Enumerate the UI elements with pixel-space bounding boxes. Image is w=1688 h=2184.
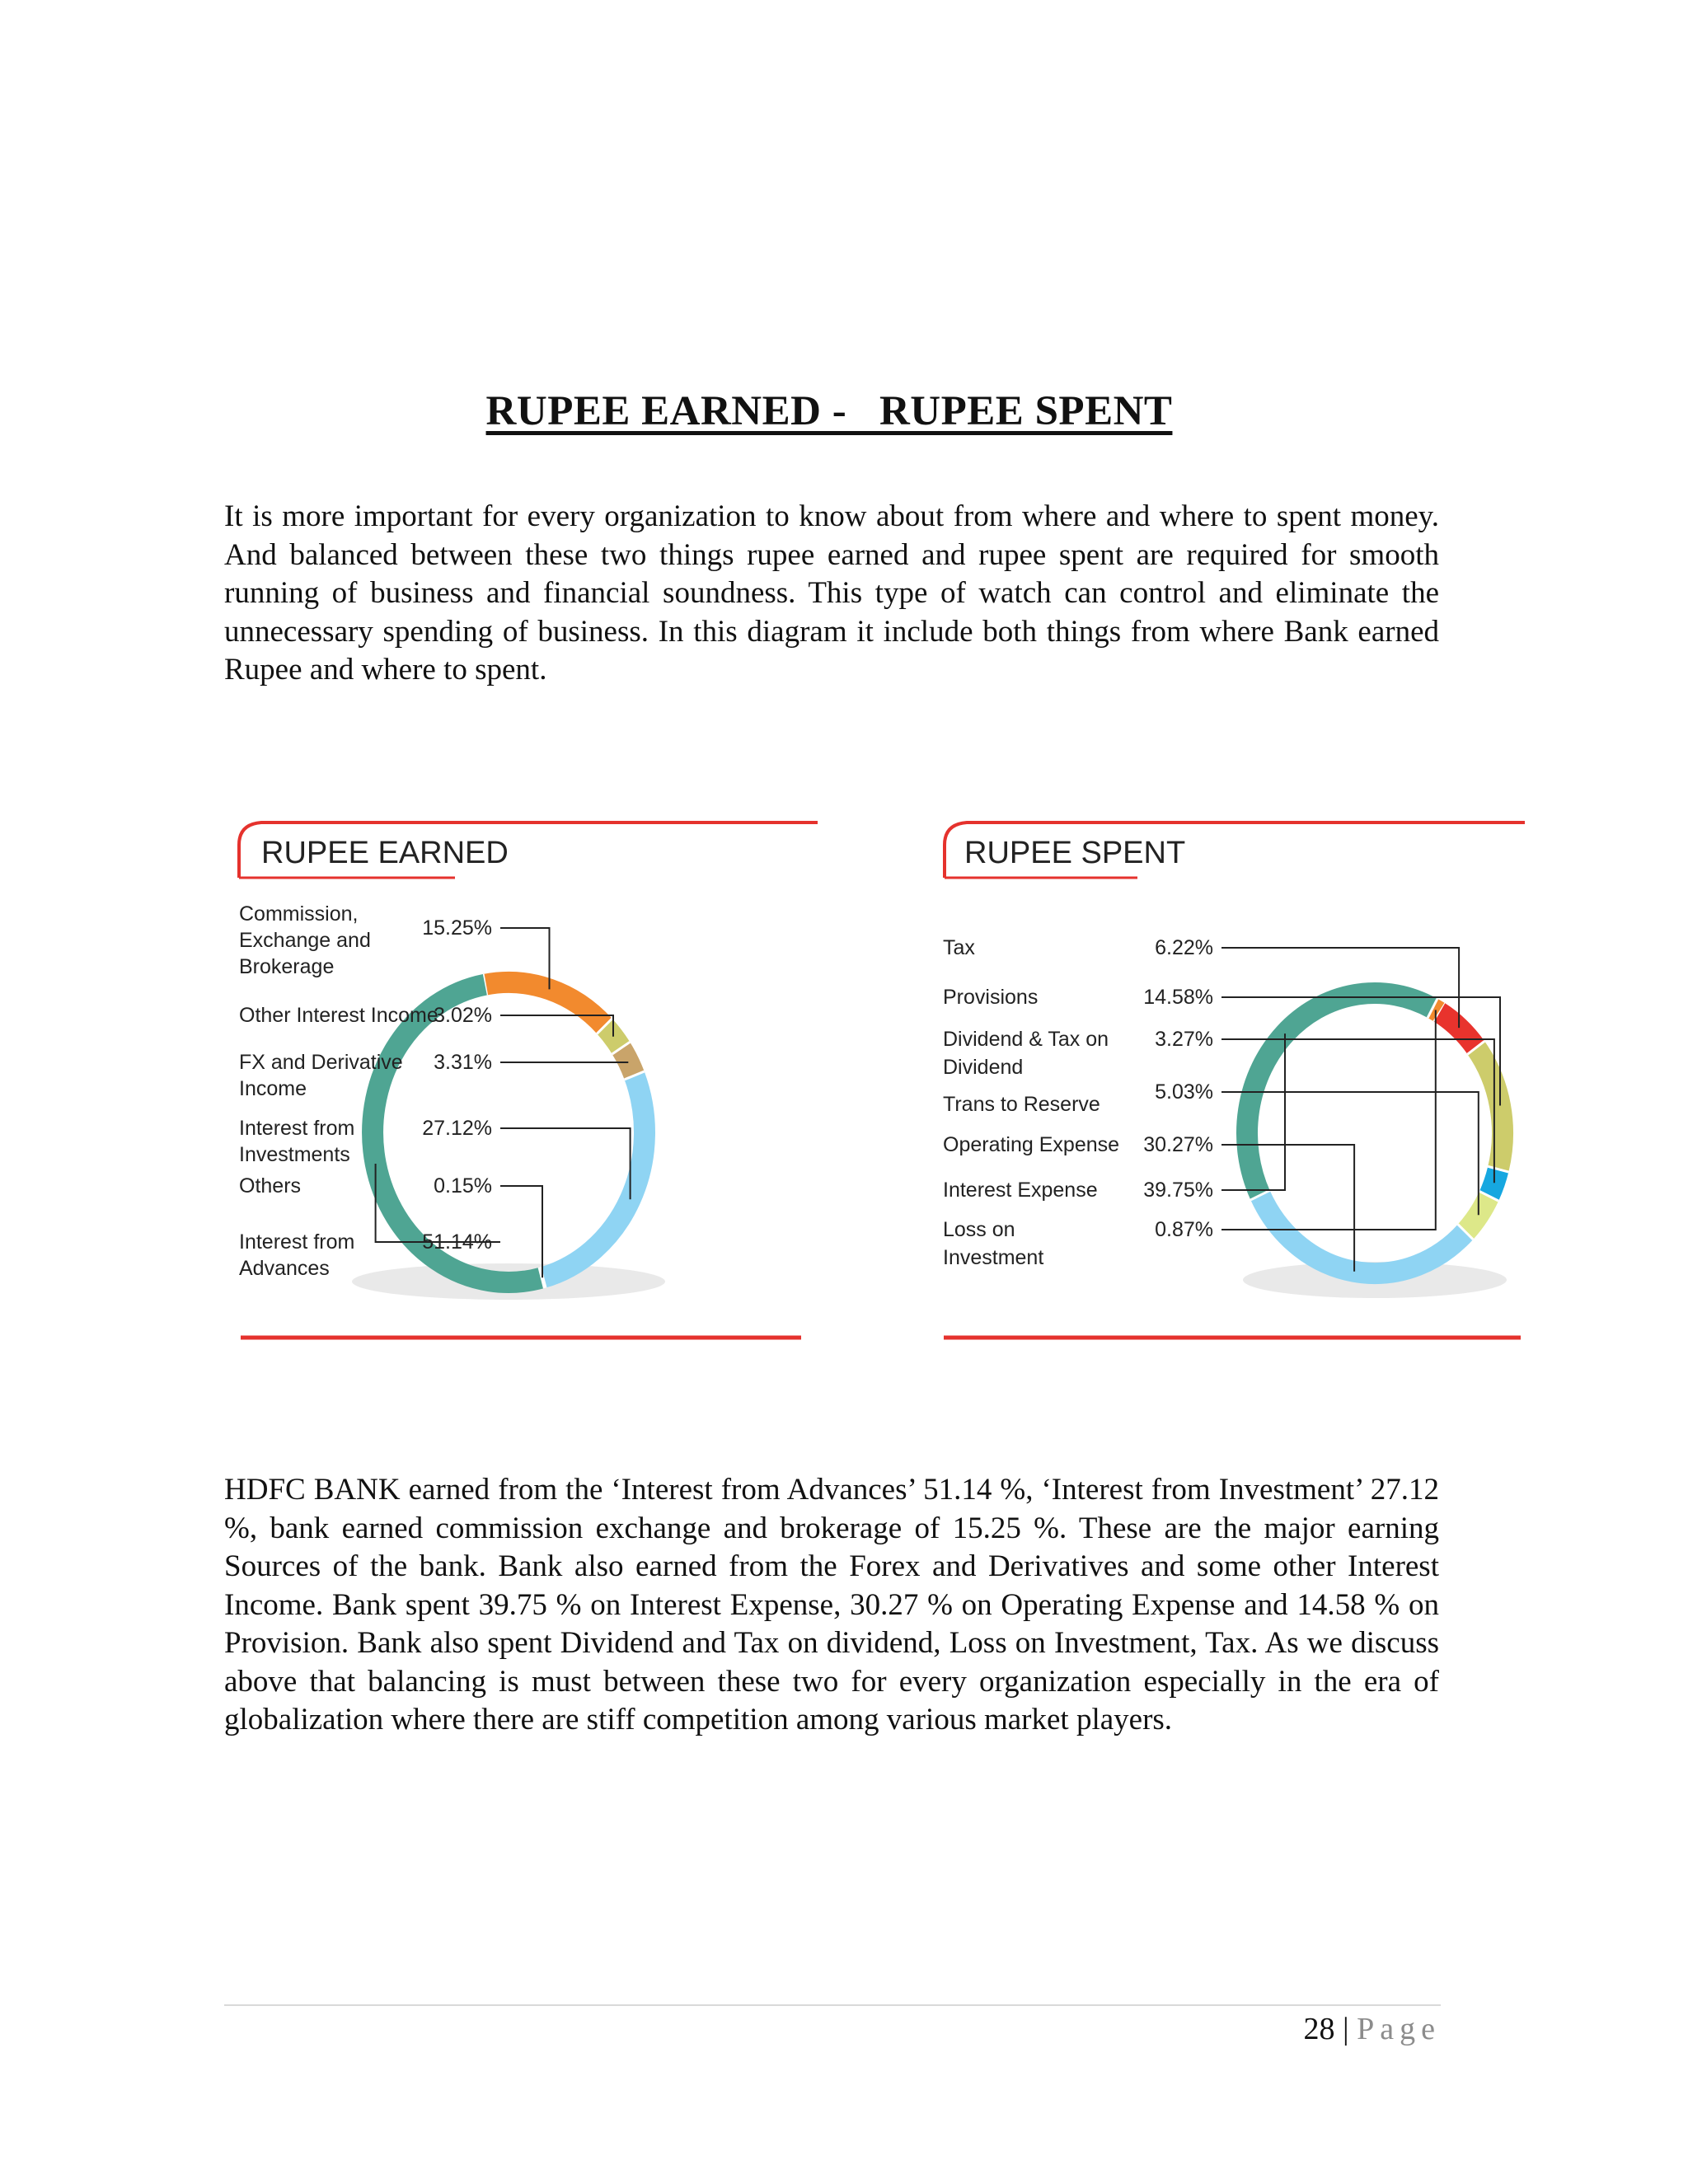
- spent-label-loss-on-investment: Investment: [943, 1246, 1044, 1269]
- spent-slice-interest-expense: [1247, 993, 1432, 1195]
- spent-label-provisions: Provisions: [943, 986, 1039, 1009]
- spent-slice-trans-to-reserve: [1465, 1196, 1489, 1231]
- earned-label-other-interest-income: Other Interest Income: [239, 1004, 438, 1027]
- page-footer: [1304, 2011, 1441, 2047]
- rupee-spent-chart: [940, 812, 1541, 1347]
- earned-leader-line: [500, 1128, 631, 1199]
- earned-value-fx-and-derivative-income: 3.31%: [434, 1051, 492, 1074]
- earned-label-others: Others: [239, 1174, 302, 1197]
- earned-chart-title: RUPEE EARNED: [261, 836, 509, 870]
- spent-label-loss-on-investment: Loss on: [943, 1218, 1015, 1241]
- spent-value-interest-expense: 39.75%: [1143, 1179, 1213, 1202]
- earned-label-fx-and-derivative-income: FX and Derivative: [239, 1051, 403, 1074]
- spent-label-dividend-tax-on-dividend: Dividend: [943, 1056, 1024, 1079]
- spent-chart-title: RUPEE SPENT: [964, 836, 1186, 870]
- spent-value-provisions: 14.58%: [1143, 986, 1213, 1009]
- spent-ring: [1247, 993, 1508, 1273]
- summary-paragraph: HDFC BANK earned from the ‘Interest from Advances’ 51.14 %, ‘Interest from Investment’ 27.12 %, bank earned commission exchange and brokerage of 15.25 %. These are the major earning Sources of the bank. Bank also earned from the Forex and Derivatives and some other Interest Income. Bank spent 39.75 % on Interest Expense, 30.27 % on Operating Expense and 14.58 % on Provision. Bank also spent Dividend and Tax on dividend, Loss on Investment, Tax. As we discuss above that balancing is must between these two for every organization especially in the era of globalization where there are stiff competition among various market players.: [224, 1473, 1439, 1736]
- spent-value-loss-on-investment: 0.87%: [1155, 1218, 1213, 1241]
- earned-label-interest-from-investments: Interest from: [239, 1117, 355, 1140]
- spent-slice-tax: [1439, 1012, 1476, 1047]
- earned-label-fx-and-derivative-income: Income: [239, 1077, 307, 1100]
- rupee-earned-chart: [224, 812, 851, 1347]
- spent-label-operating-expense: Operating Expense: [943, 1133, 1120, 1156]
- page-word: Page: [1357, 2012, 1441, 2046]
- earned-value-others: 0.15%: [434, 1174, 492, 1197]
- earned-label-commission-exchange-and-brokerage: Brokerage: [239, 955, 335, 978]
- spent-labels: [943, 936, 1213, 1269]
- earned-labels: [239, 902, 492, 1280]
- spent-value-operating-expense: 30.27%: [1143, 1133, 1213, 1156]
- earned-value-interest-from-advances: 51.14%: [422, 1230, 492, 1254]
- spent-slice-operating-expense: [1260, 1195, 1465, 1273]
- page-number: 28: [1303, 2012, 1335, 2046]
- spent-label-dividend-tax-on-dividend: Dividend & Tax on: [943, 1028, 1109, 1051]
- footer-divider: [224, 2004, 1441, 2006]
- spent-label-trans-to-reserve: Trans to Reserve: [943, 1093, 1100, 1116]
- earned-label-interest-from-advances: Advances: [239, 1257, 330, 1280]
- footer-separator: |: [1343, 2012, 1349, 2046]
- intro-paragraph: It is more important for every organization to know about from where and where to spent money. And balanced between these two things rupee earned and rupee spent are required for smooth running of business and financial soundness. This type of watch can control and eliminate the unnecessary spending of business. In this diagram it include both things from where Bank earned Rupee and where to spent.: [224, 499, 1439, 687]
- spent-slice-provisions: [1476, 1047, 1503, 1169]
- spent-label-tax: Tax: [943, 936, 975, 959]
- spent-label-interest-expense: Interest Expense: [943, 1179, 1098, 1202]
- spent-value-tax: 6.22%: [1155, 936, 1213, 959]
- earned-label-interest-from-advances: Interest from: [239, 1230, 355, 1254]
- earned-value-commission-exchange-and-brokerage: 15.25%: [422, 916, 492, 940]
- earned-value-interest-from-investments: 27.12%: [422, 1117, 492, 1140]
- earned-value-other-interest-income: 3.02%: [434, 1004, 492, 1027]
- page-title: RUPEE EARNED - RUPEE SPENT: [485, 388, 1173, 434]
- earned-label-commission-exchange-and-brokerage: Exchange and: [239, 929, 371, 952]
- earned-label-commission-exchange-and-brokerage: Commission,: [239, 902, 359, 926]
- spent-value-dividend-tax-on-dividend: 3.27%: [1155, 1028, 1213, 1051]
- earned-label-interest-from-investments: Investments: [239, 1143, 350, 1166]
- earned-slice-commission-exchange-and-brokerage: [485, 982, 604, 1026]
- earned-slice-interest-from-investments: [543, 1076, 645, 1277]
- spent-value-trans-to-reserve: 5.03%: [1155, 1080, 1213, 1104]
